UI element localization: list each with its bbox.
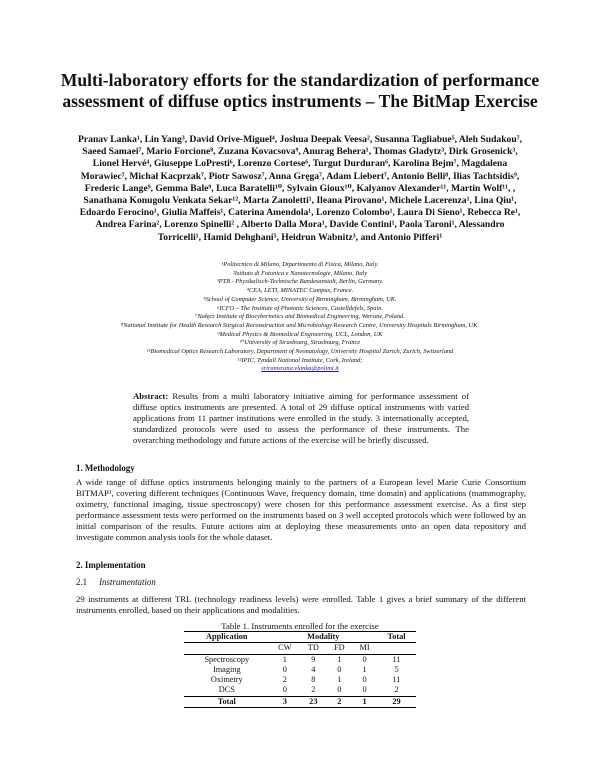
total-cell: 23: [300, 696, 326, 707]
affiliation: ²Istituto di Fotonica e Nanotecnologie, Milano, Italy: [232, 269, 368, 277]
header-application: Application: [184, 632, 270, 643]
table-cell: 0: [282, 664, 287, 674]
table-caption: Table 1. Instruments enrolled for the exercise: [221, 621, 379, 631]
affiliation: ¹⁰University of Strasbourg, Strasbourg, France: [239, 339, 361, 347]
total-cell: 3: [270, 696, 301, 707]
table-cell: 0: [282, 685, 287, 695]
subsection-heading-instrumentation: [76, 577, 156, 587]
paper-title: Multi-laboratory efforts for the standardization of performance assessment of diffuse optics instruments – The BitMap Exercise: [60, 70, 540, 111]
affiliation: ⁷Nałęcz Institute of Biocybernetics and Biomedical Engineering, Warsaw, Poland.: [195, 313, 405, 321]
abstract-text: Results from a multi laboratory initiative aiming for performance assessment of diffuse optics instruments are presented. A total of 29 diffuse optical instruments with varied applications from 11 partner institutions were enrolled in the study. 3 internationally accepted, standardized protocols were used to assess the performance of these instruments. The overarching methodology and future actions of the exercise will be briefly discussed.: [133, 391, 469, 446]
table-cell: 1: [362, 664, 367, 674]
corresponding-email-link[interactable]: sriramsrana.vlanka@polimi.it: [261, 365, 339, 373]
table-cell: 0: [337, 664, 342, 674]
row-total: 11: [392, 654, 401, 664]
modality-td: TD: [300, 643, 326, 654]
header-total: Total: [377, 632, 416, 643]
table-cell: 8: [311, 675, 316, 685]
grand-total: 29: [377, 696, 416, 707]
header-modality: Modality: [270, 632, 377, 643]
table-row: [184, 675, 416, 685]
table-total-row: [184, 696, 416, 707]
subsection-title: Instrumentation: [99, 577, 156, 587]
affiliation: ¹²IPIC, Tyndall National Institute, Cork, Ireland;: [237, 356, 363, 364]
affiliation: ⁹Medical Physics & Biomedical Engineering, UCL, London, UK: [217, 330, 383, 338]
table-cell: 1: [282, 654, 287, 664]
table-cell: 0: [337, 685, 342, 695]
total-label: Total: [184, 696, 270, 707]
table-cell: 1: [337, 675, 342, 685]
affiliation: ⁶ICFO – The Institute of Photonic Sciences, Castelldefels, Spain.: [216, 304, 384, 312]
table-row: [184, 685, 416, 696]
total-cell: 2: [327, 696, 353, 707]
modality-cw: CW: [270, 643, 301, 654]
instrumentation-paragraph: 29 instruments at different TRL (technology readiness levels) were enrolled. Table 1 gives a brief summary of the different instruments enrolled, based on their applications and modalities.: [76, 594, 526, 616]
abstract-label: Abstract:: [133, 391, 169, 401]
methodology-paragraph: A wide range of diffuse optics instruments belonging mainly to the partners of a European level Marie Curie Consortium BITMAP¹, covering different techniques (Continuous Wave, frequency domain, time domain) and applications (mammography, oximetry, functional imaging, tissue spectroscopy) were chosen for this performance assessment exercise. As a first step performance assessment tests were performed on the instruments based on 3 well accepted protocols which were followed by an initial comparison of the results. Future actions aim at deploying these measurements onto an open data repository and investigate common analysis tools for the whole dataset.: [76, 477, 526, 543]
row-total: 11: [392, 675, 401, 685]
modality-mi: MI: [352, 643, 377, 654]
total-cell: 1: [352, 696, 377, 707]
affiliations: [40, 261, 560, 374]
table-cell: 0: [362, 675, 367, 685]
affiliation: ⁸National Institute for Health Research Surgical Reconstruction and Microbiology Research Centre, University Hospitals Birmingham, UK.: [121, 321, 479, 329]
table-cell: 2: [311, 685, 316, 695]
subsection-number: 2.1: [76, 577, 88, 587]
affiliation: ³PTB - Physikalisch-Technische Bundesanstalt, Berlin, Germany.: [216, 278, 384, 286]
instruments-table: [184, 631, 416, 708]
table-cell: 2: [282, 675, 287, 685]
section-heading-methodology: 1. Methodology: [76, 463, 135, 473]
modality-fd: FD: [327, 643, 353, 654]
table-cell: 0: [362, 685, 367, 695]
row-application: Oximetry: [210, 675, 243, 685]
affiliation: ⁴CEA, LETI, MINATEC Campus, France.: [246, 287, 354, 295]
table-cell: 9: [311, 654, 316, 664]
row-total: 5: [394, 664, 399, 674]
table-row: [184, 665, 416, 675]
row-application: DCS: [218, 685, 235, 695]
table-header-row: [184, 632, 416, 643]
row-total: 2: [394, 685, 399, 695]
table-cell: 4: [311, 664, 316, 674]
affiliation: ¹Politecnico di Milano, Dipartimento di Fisica, Milano, Italy.: [221, 261, 379, 268]
table-cell: 1: [337, 654, 342, 664]
row-application: Imaging: [212, 664, 241, 674]
affiliation: ¹¹Biomedical Optics Research Laboratory, Department of Neonatology, University Hospital Zurich, Zurich, Switzerland: [146, 348, 454, 356]
affiliation: ⁵School of Computer Science, University of Birmingham, Birmingham, UK.: [203, 295, 397, 303]
section-heading-implementation: 2. Implementation: [76, 560, 146, 570]
table-row: [184, 654, 416, 665]
table-cell: 0: [362, 654, 367, 664]
author-list: Pranav Lanka¹, Lin Yang³, David Orive-Miguel⁴, Joshua Deepak Veesa², Susanna Tagliabue⁵, Aleh Sudakou⁷, Saeed Samaei⁷, Mario Forcione⁸, Zuzana Kovacsova⁹, Anurag Behera¹, Thomas Gladytz³, Dirk Grosenick³, Lionel Hervé⁴, Giuseppe LoPresti⁶, Lorenzo Cortese⁶, Turgut Durduran⁶, Karolina Bejm⁷, Magdalena Morawiec⁷, Michał Kacprzak⁷, Piotr Sawosz⁷, Anna Gręga⁷, Adam Liebert⁷, Antonio Belli⁸, Ilias Tachtsidis⁹, Frederic Lange⁹, Gemma Bale⁹, Luca Baratelli¹⁰, Sylvain Gioux¹⁰, Kalyanov Alexander¹¹, Martin Wolf¹¹, , Sanathana Konugolu Venkata Sekar¹², Marta Zanoletti¹, Ileana Pirovano¹, Michele Lacerenza¹, Lina Qiu¹, Edoardo Ferocino¹, Giulia Maffeis¹, Caterina Amendola¹, Lorenzo Colombo¹, Laura Di Sieno¹, Rebecca Re¹, Andrea Farina², Lorenzo Spinelli² , Alberto Dalla Mora¹, Davide Contini¹, Paola Taroni¹, Alessandro Torricelli¹, Hamid Dehghani⁵, Heidrun Wabnitz³, and Antonio Pifferi¹: [78, 134, 522, 243]
abstract: [133, 391, 469, 446]
table-subheader-row: [184, 643, 416, 654]
row-application: Spectroscopy: [204, 654, 250, 664]
